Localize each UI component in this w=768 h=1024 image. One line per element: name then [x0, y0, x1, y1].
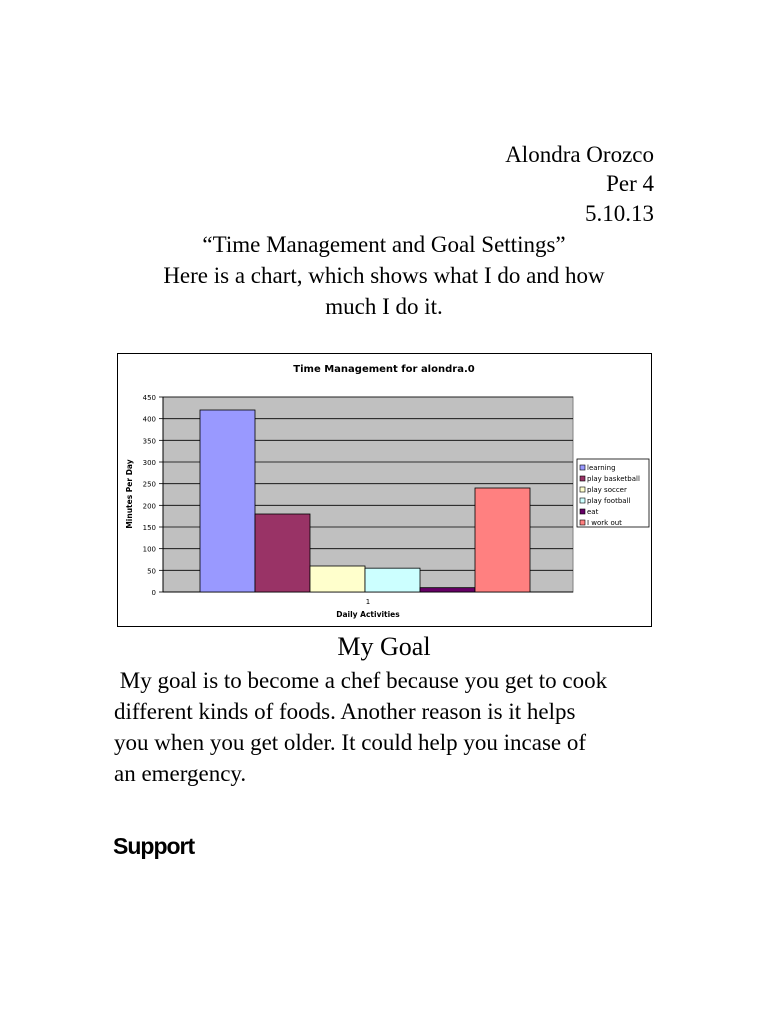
time-management-chart — [117, 353, 652, 627]
legend-entry: play basketball — [587, 475, 640, 483]
legend-entry: learning — [587, 464, 616, 472]
goal-paragraph: My goal is to become a chef because you get to cook different kinds of foods. Another reason is it helps you when you get older. It could help you incase of an emergency. — [114, 668, 608, 786]
bar-play-basketball — [255, 514, 310, 592]
support-heading: Support — [113, 833, 195, 859]
goal-heading: My Goal — [337, 632, 431, 661]
bar-play-soccer — [310, 566, 365, 592]
chart-canvas — [118, 354, 651, 626]
document-title: “Time Management and Goal Settings” — [202, 232, 566, 257]
y-tick-label: 300 — [142, 459, 156, 467]
y-tick-label: 250 — [142, 480, 156, 489]
bar-learning — [200, 410, 255, 592]
legend-entry: eat — [587, 508, 599, 516]
y-tick-label: 450 — [142, 394, 156, 402]
y-tick-label: 50 — [147, 567, 156, 576]
document-date: 5.10.13 — [585, 201, 654, 226]
y-tick-label: 0 — [151, 589, 156, 597]
legend-entry: play football — [587, 497, 631, 505]
legend-swatch — [580, 509, 585, 514]
legend-swatch — [580, 465, 585, 470]
legend-swatch — [580, 498, 585, 503]
bar-eat — [420, 588, 475, 592]
y-tick-label: 400 — [142, 415, 156, 424]
y-tick-label: 200 — [142, 502, 156, 511]
chart-title: Time Management for alondra.0 — [293, 364, 475, 375]
y-axis-label: Minutes Per Day — [125, 459, 134, 529]
legend-swatch — [580, 476, 585, 481]
author-name: Alondra Orozco — [505, 142, 654, 167]
x-tick-label: 1 — [365, 598, 371, 606]
legend-entry: I work out — [587, 519, 622, 527]
class-period: Per 4 — [606, 171, 654, 196]
intro-line-2: much I do it. — [325, 294, 443, 319]
y-tick-label: 100 — [142, 545, 156, 554]
legend-entry: play soccer — [587, 486, 627, 494]
y-tick-label: 150 — [142, 524, 156, 532]
legend-swatch — [580, 520, 585, 525]
y-tick-label: 350 — [142, 437, 156, 446]
legend-swatch — [580, 487, 585, 492]
intro-line-1: Here is a chart, which shows what I do and how — [163, 263, 605, 288]
bar-play-football — [365, 568, 420, 592]
bar-i-work-out — [475, 488, 530, 592]
x-axis-label: Daily Activities — [336, 610, 400, 619]
